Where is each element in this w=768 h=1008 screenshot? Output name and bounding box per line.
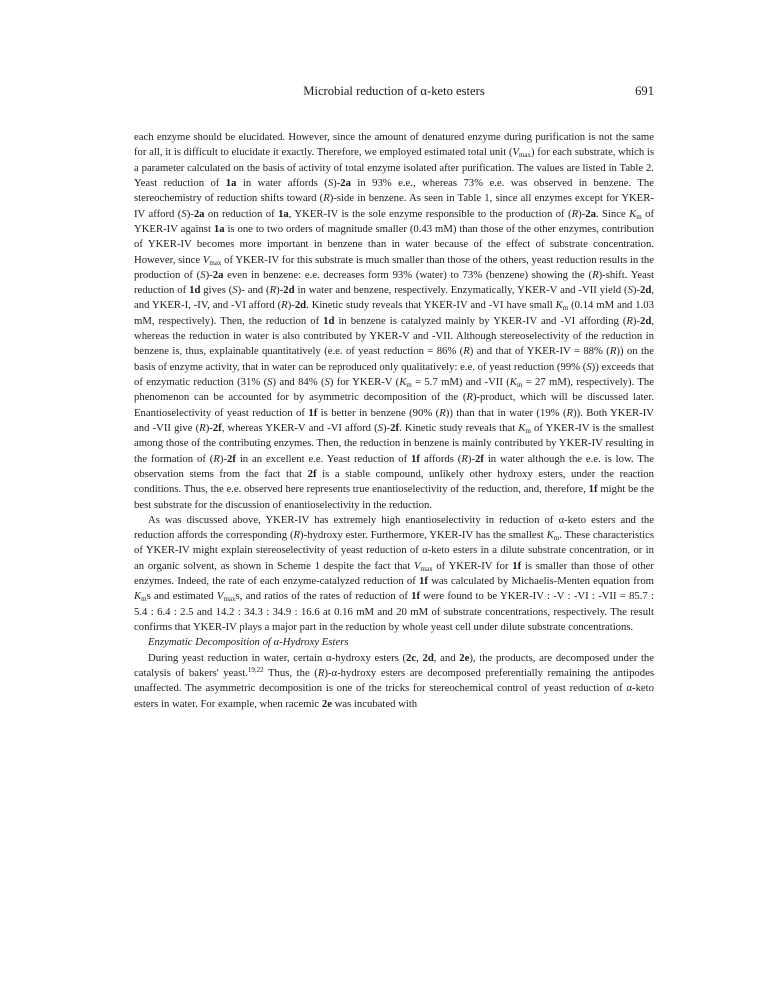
paragraph-2: As was discussed above, YKER-IV has extremely high enantioselectivity in reduction of α-keto esters and the reduction affords the corresponding (R)-hydroxy ester. Furthermore, YKER-IV has the smallest $K_m$. These characteristics of YKER-IV might explain stereoselectivity of yeast reduction of α-keto esters in a dilute substrate concentration, or in an organic solvent, as shown in Scheme 1 despite the fact that $V_{max}$ of YKER-IV for 1f is smaller than those of other enzymes. Indeed, the rate of each enzyme-catalyzed reduction of 1f was calculated by Michaelis-Menten equation from $K_ms$ and estimated $V_{max}s$, and ratios of the rates of reduction of 1f were found to be YKER-IV : -V : -VI : -VII = 85.7 : 5.4 : 6.4 : 2.5 and 14.2 : 34.3 : 34.9 : 16.6 at 0.16 mM and 20 mM of substrate concentrations, respectively. The result confirms that YKER-IV plays a major part in the reduction by whole yeast cell under dilute substrate concentrations. — [134, 513, 655, 633]
section-heading: Enzymatic Decomposition of α-Hydroxy Esters — [148, 636, 349, 649]
paragraph-1: each enzyme should be elucidated. However, since the amount of denatured enzyme during purification is not the same for all, it is difficult to elucidate it exactly. Therefore, we employed estimated total unit $(V_{max})$ for each substrate, which is a parameter calculated on the basis of activity of total enzyme isolated after purification. The values are listed in Table 2. Yeast reduction of 1a in water affords (S)-2a in 93% e.e., whereas 73% e.e. was observed in benzene. The stereochemistry of reduction shifts toward (R)-side in benzene. As seen in Table 1, since all enzymes except for YKER-IV afford (S)-2a on reduction of 1a, YKER-IV is the sole enzyme responsible to the production of (R)-2a. Since $K_m$ of YKER-IV against 1a is one to two orders of magnitude smaller (0.43 mM) than those of the other enzymes, contribution of YKER-IV becomes more important in benzene than in water because of the effect of substrate concentration. However, since $V_{max}$ of YKER-IV for this substrate is much smaller than those of the others, yeast reduction results in the production of (S)-2a even in benzene: e.e. decreases form 93% (water) to 73% (benzene) showing the (R)-shift. Yeast reduction of 1d gives (S)- and (R)-2d in water and benzene, respectively. Enzymatically, YKER-V and -VII yield (S)-2d, and YKER-I, -IV, and -VI afford (R)-2d. Kinetic study reveals that YKER-IV and -VI have small $K_m$ (0.14 mM and 1.03 mM, respectively). Then, the reduction of 1d in benzene is catalyzed mainly by YKER-IV and -VI affording (R)-2d, whereas the reduction in water is also contributed by YKER-V and -VII. Although stereoselectivity of the reduction in benzene is, thus, explainable quantitatively (e.e. of yeast reduction = 86% (R) and that of YKER-IV = 88% (R)) on the basis of enzyme activity, that in water can be reproduced only qualitatively: e.e. of yeast reduction (99% (S)) exceeds that of enzymatic reduction (31% (S) and 84% (S) for YKER-V ($K_m = 5.7$ mM) and -VII ($K_m = 27$ mM), respectively). The phenomenon can be accounted for by asymmetric decomposition of the (R)-product, which will be discussed later. Enantioselectivity of yeast reduction of 1f is better in benzene (90% (R)) than that in water (19% (R)). Both YKER-IV and -VII give (R)-2f, whereas YKER-V and -VI afford (S)-2f. Kinetic study reveals that $K_m$ of YKER-IV is the smallest among those of the contributing enzymes. Then, the reduction in benzene is mainly contributed by YKER-IV resulting in the formation of (R)-2f in an excellent e.e. Yeast reduction of 1f affords (R)-2f in water although the e.e. is low. The observation stems from the fact that 2f is a stable compound, unlikely other hydroxy esters, under the reaction conditions. Thus, the e.e. observed here represents true enantioselectivity of the reduction, and, therefore, 1f might be the best substrate for the discussion of enantioselectivity in the reduction. — [134, 131, 655, 511]
running-title: Microbial reduction of α-keto esters — [303, 84, 485, 98]
page-number: 691 — [635, 84, 654, 98]
article-body — [134, 130, 654, 712]
paragraph-3: During yeast reduction in water, certain α-hydroxy esters (2c, 2d, and 2e), the products, are decomposed under the catalysis of bakers' yeast.$^{19,22}$ Thus, the (R)-α-hydroxy esters are decomposed preferentially remaining the antipodes unaffected. The asymmetric decomposition is one of the tricks for stereochemical control of yeast reduction of α-keto esters in water. For example, when racemic 2e was incubated with — [134, 651, 655, 710]
running-header — [134, 84, 654, 102]
